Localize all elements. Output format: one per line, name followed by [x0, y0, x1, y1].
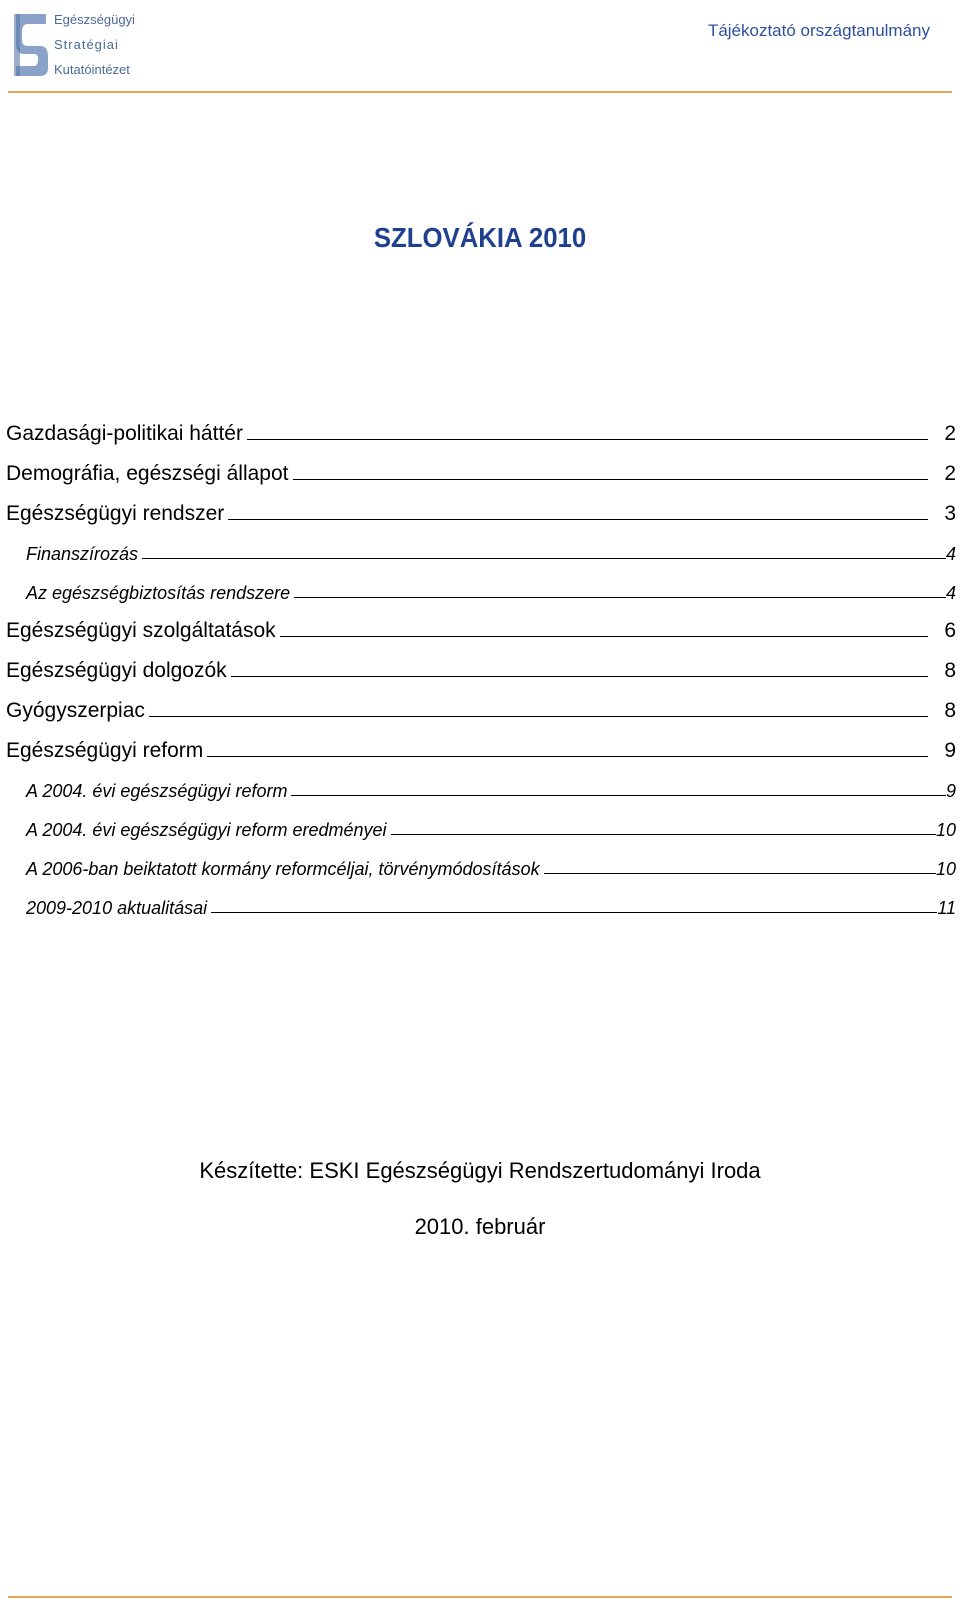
toc-entry-page: 3 [944, 502, 956, 525]
logo-line-1: Egészségügyi [54, 12, 135, 27]
toc-entry[interactable] [6, 420, 956, 446]
toc-leader-line [228, 494, 928, 520]
toc-leader-line [294, 572, 946, 598]
toc-entry[interactable] [6, 893, 956, 919]
toc-entry-label: A 2006-ban beiktatott kormány reformcéljai, törvénymódosítások [26, 859, 540, 879]
toc-entry-label: Egészségügyi reform [6, 739, 204, 762]
toc-entry-label: Egészségügyi szolgáltatások [6, 619, 276, 642]
toc-entry[interactable] [6, 815, 956, 841]
toc-entry-page: 9 [945, 781, 956, 801]
toc-entry[interactable] [6, 500, 956, 526]
logo-line-3: Kutatóintézet [54, 62, 130, 77]
toc-entry-label: Gazdasági-politikai háttér [6, 422, 243, 445]
toc-leader-line [280, 611, 928, 637]
toc-leader-line [207, 731, 928, 757]
toc-entry[interactable] [6, 776, 956, 802]
toc-entry[interactable] [6, 854, 956, 880]
header-divider [8, 91, 952, 93]
logo-mark-icon [14, 10, 50, 80]
toc-entry-label: A 2004. évi egészségügyi reform [26, 781, 288, 801]
prepared-by: Készítette: ESKI Egészségügyi Rendszertudományi Iroda [199, 1158, 761, 1183]
publication-date: 2010. február [414, 1214, 546, 1239]
toc-leader-line [231, 651, 928, 677]
toc-leader-line [149, 691, 928, 717]
toc-entry-label: Finanszírozás [26, 544, 139, 564]
toc-leader-line [291, 770, 946, 796]
header-title: Tájékoztató országtanulmány [707, 21, 930, 40]
toc-entry-label: Egészségügyi dolgozók [6, 659, 227, 682]
toc-entry[interactable] [6, 578, 956, 604]
toc-entry-label: Gyógyszerpiac [6, 699, 145, 722]
toc-leader-line [247, 414, 928, 440]
institute-logo [14, 10, 144, 82]
toc-entry-page: 4 [945, 583, 956, 603]
toc-entry[interactable] [6, 460, 956, 486]
toc-entry-page: 6 [944, 619, 956, 642]
toc-leader-line [142, 533, 946, 559]
toc-entry-label: A 2004. évi egészségügyi reform eredményei [26, 820, 387, 840]
toc-entry-page: 4 [945, 544, 956, 564]
toc-entry-page: 10 [935, 820, 956, 840]
toc-entry-label: 2009-2010 aktualitásai [26, 898, 208, 918]
toc-entry-page: 8 [944, 699, 956, 722]
toc-entry-label: Demográfia, egészségi állapot [6, 462, 289, 485]
toc-entry[interactable] [6, 657, 956, 683]
toc-entry[interactable] [6, 737, 956, 763]
toc-entry-page: 9 [944, 739, 956, 762]
toc-entry-label: Az egészségbiztosítás rendszere [26, 583, 291, 603]
toc-entry[interactable] [6, 697, 956, 723]
footer-divider [8, 1596, 952, 1598]
toc-entry-label: Egészségügyi rendszer [6, 502, 225, 525]
toc-leader-line [391, 809, 936, 835]
logo-line-2: Stratégiai [54, 37, 119, 52]
toc-entry-page: 10 [935, 859, 956, 879]
toc-leader-line [211, 887, 937, 913]
toc-entry[interactable] [6, 539, 956, 565]
toc-entry-page: 11 [937, 898, 956, 918]
document-title: SZLOVÁKIA 2010 [373, 222, 587, 253]
toc-leader-line [544, 848, 936, 874]
toc-entry[interactable] [6, 617, 956, 643]
toc-leader-line [293, 454, 929, 480]
toc-entry-page: 8 [944, 659, 956, 682]
toc-entry-page: 2 [944, 422, 956, 445]
toc-entry-page: 2 [944, 462, 956, 485]
